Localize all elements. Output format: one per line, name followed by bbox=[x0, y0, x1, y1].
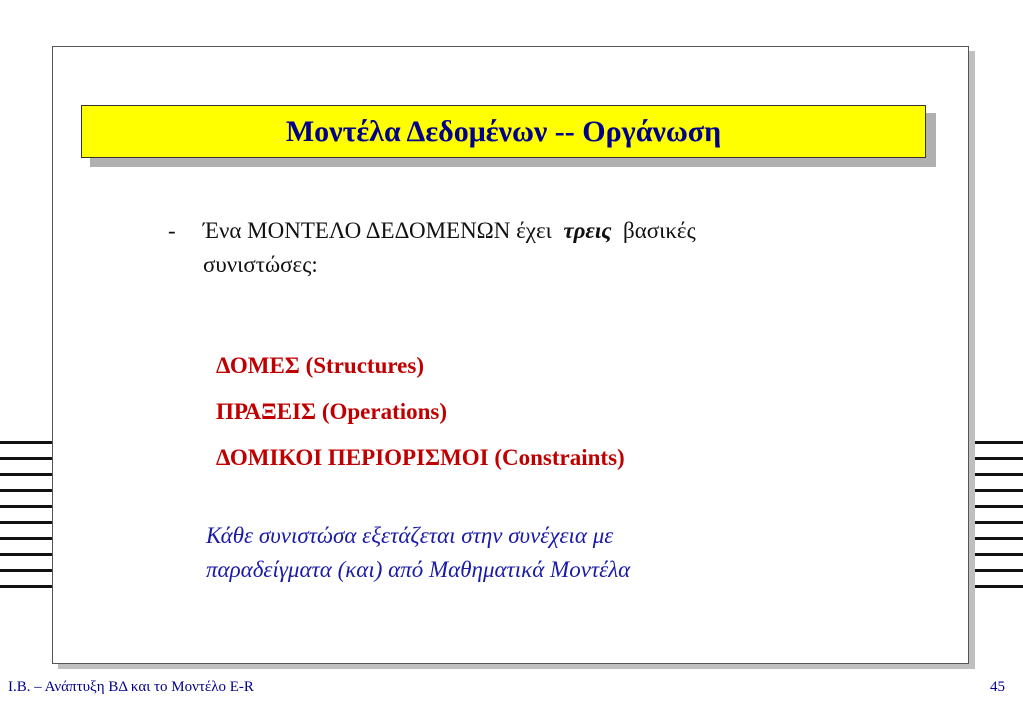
component-constraints: ΔΟΜΙΚΟΙ ΠΕΡΙΟΡΙΣΜΟΙ (Constraints) bbox=[216, 445, 625, 470]
right-stripes-decoration bbox=[971, 441, 1023, 601]
component-operations: ΠΡΑΞΕΙΣ (Operations) bbox=[216, 399, 448, 424]
left-stripes-decoration bbox=[0, 441, 52, 601]
components-list bbox=[216, 343, 625, 481]
intro-continuation: συνιστώσες: bbox=[203, 252, 318, 277]
title-box bbox=[81, 105, 926, 158]
note-line-2: παραδείγματα (και) από Μαθηματικά Μοντέλα bbox=[206, 557, 631, 582]
footer-course-title: Ι.Β. – Ανάπτυξη ΒΔ και το Μοντέλο E-R bbox=[8, 679, 254, 695]
intro-text-after: βασικές bbox=[623, 218, 696, 243]
intro-paragraph bbox=[168, 214, 888, 282]
note-paragraph bbox=[206, 519, 846, 587]
intro-text-before: Ένα ΜΟΝΤΕΛΟ ΔΕΔΟΜΕΝΩΝ έχει bbox=[203, 218, 552, 243]
footer-page-number: 45 bbox=[990, 679, 1005, 695]
note-line-1: Κάθε συνιστώσα εξετάζεται στην συνέχεια με bbox=[206, 523, 614, 548]
slide-title: Μοντέλα Δεδομένων -- Οργάνωση bbox=[285, 114, 722, 148]
intro-bullet: - bbox=[168, 218, 176, 243]
intro-emphasis: τρεις bbox=[563, 218, 612, 243]
component-structures: ΔΟΜΕΣ (Structures) bbox=[216, 353, 424, 378]
